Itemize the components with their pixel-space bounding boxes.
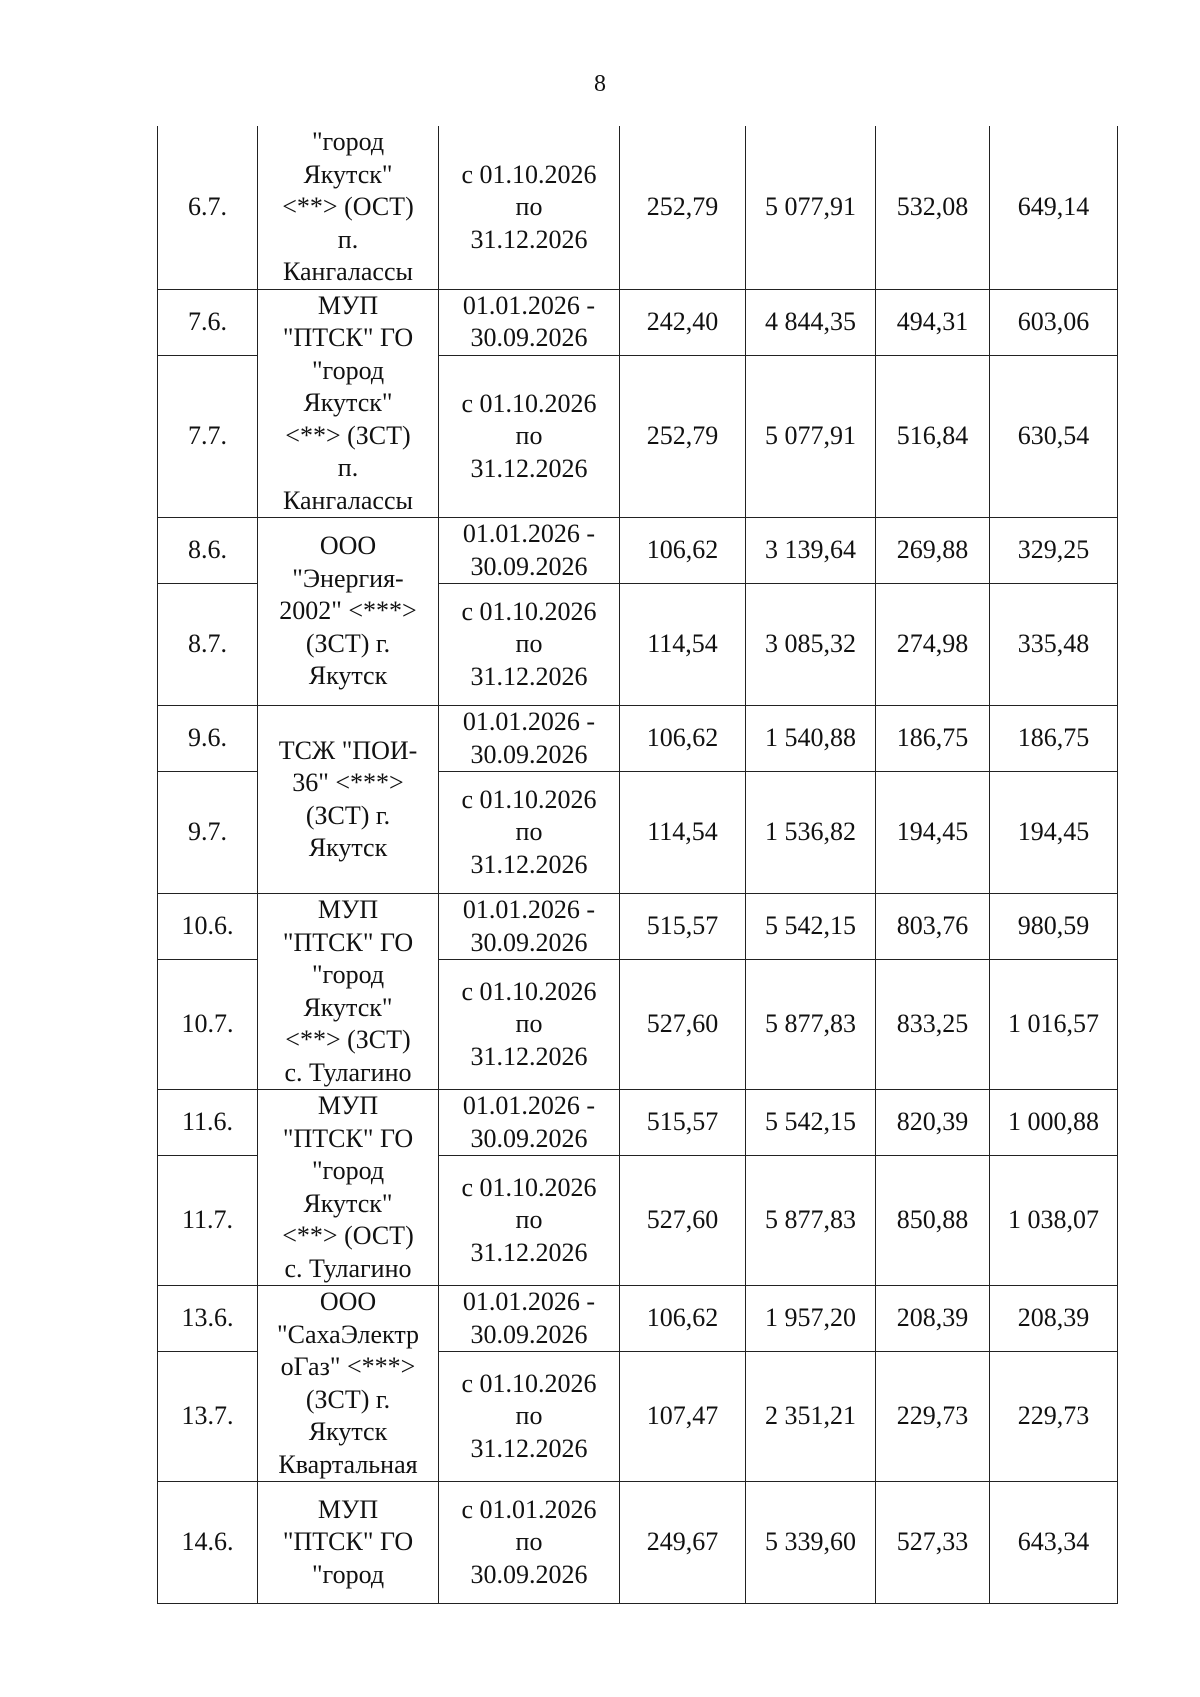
table-row [158, 126, 1118, 289]
period-cell: 01.01.2026 - 30.09.2026 [439, 289, 620, 355]
value-cell: 1 000,88 [990, 1090, 1118, 1156]
value-cell: 106,62 [620, 518, 746, 584]
value-cell: 1 536,82 [746, 772, 876, 894]
value-cell: 5 877,83 [746, 960, 876, 1090]
value-cell: 5 542,15 [746, 1090, 876, 1156]
row-number: 10.6. [158, 894, 258, 960]
value-cell: 208,39 [990, 1286, 1118, 1352]
value-cell: 820,39 [876, 1090, 990, 1156]
organization-cell: "город Якутск" <**> (ОСТ) п. Кангалассы [258, 126, 439, 289]
value-cell: 194,45 [876, 772, 990, 894]
value-cell: 527,60 [620, 960, 746, 1090]
value-cell: 532,08 [876, 126, 990, 289]
value-cell: 2 351,21 [746, 1352, 876, 1482]
period-cell: 01.01.2026 - 30.09.2026 [439, 1090, 620, 1156]
value-cell: 5 877,83 [746, 1156, 876, 1286]
row-number: 7.6. [158, 289, 258, 355]
value-cell: 5 339,60 [746, 1482, 876, 1604]
table-row [158, 1286, 1118, 1352]
row-number: 7.7. [158, 355, 258, 517]
value-cell: 630,54 [990, 355, 1118, 517]
period-cell: с 01.01.2026 по 30.09.2026 [439, 1482, 620, 1604]
period-cell: с 01.10.2026 по 31.12.2026 [439, 1156, 620, 1286]
value-cell: 5 077,91 [746, 355, 876, 517]
row-number: 14.6. [158, 1482, 258, 1604]
period-cell: 01.01.2026 - 30.09.2026 [439, 518, 620, 584]
value-cell: 114,54 [620, 772, 746, 894]
page-number: 8 [594, 71, 606, 97]
value-cell: 106,62 [620, 1286, 746, 1352]
organization-cell: МУП "ПТСК" ГО "город Якутск" <**> (ЗСТ) с. Тулагино [258, 894, 439, 1090]
row-number: 8.7. [158, 584, 258, 706]
value-cell: 269,88 [876, 518, 990, 584]
value-cell: 5 542,15 [746, 894, 876, 960]
value-cell: 4 844,35 [746, 289, 876, 355]
value-cell: 515,57 [620, 894, 746, 960]
value-cell: 649,14 [990, 126, 1118, 289]
table-row [158, 1090, 1118, 1156]
period-cell: 01.01.2026 - 30.09.2026 [439, 706, 620, 772]
row-number: 9.7. [158, 772, 258, 894]
value-cell: 229,73 [876, 1352, 990, 1482]
value-cell: 3 085,32 [746, 584, 876, 706]
value-cell: 106,62 [620, 706, 746, 772]
period-cell: с 01.10.2026 по 31.12.2026 [439, 960, 620, 1090]
value-cell: 527,33 [876, 1482, 990, 1604]
value-cell: 242,40 [620, 289, 746, 355]
value-cell: 5 077,91 [746, 126, 876, 289]
value-cell: 1 540,88 [746, 706, 876, 772]
value-cell: 980,59 [990, 894, 1118, 960]
value-cell: 833,25 [876, 960, 990, 1090]
value-cell: 1 957,20 [746, 1286, 876, 1352]
value-cell: 107,47 [620, 1352, 746, 1482]
value-cell: 274,98 [876, 584, 990, 706]
value-cell: 850,88 [876, 1156, 990, 1286]
value-cell: 252,79 [620, 126, 746, 289]
period-cell: 01.01.2026 - 30.09.2026 [439, 894, 620, 960]
value-cell: 516,84 [876, 355, 990, 517]
organization-cell: МУП "ПТСК" ГО "город [258, 1482, 439, 1604]
value-cell: 603,06 [990, 289, 1118, 355]
organization-cell: ООО "СахаЭлектр оГаз" <***> (ЗСТ) г. Якутск Квартальная [258, 1286, 439, 1482]
value-cell: 494,31 [876, 289, 990, 355]
table-row [158, 706, 1118, 772]
period-cell: с 01.10.2026 по 31.12.2026 [439, 355, 620, 517]
value-cell: 186,75 [876, 706, 990, 772]
value-cell: 249,67 [620, 1482, 746, 1604]
value-cell: 3 139,64 [746, 518, 876, 584]
value-cell: 186,75 [990, 706, 1118, 772]
period-cell: с 01.10.2026 по 31.12.2026 [439, 126, 620, 289]
value-cell: 803,76 [876, 894, 990, 960]
value-cell: 643,34 [990, 1482, 1118, 1604]
table-row [158, 1482, 1118, 1604]
value-cell: 329,25 [990, 518, 1118, 584]
value-cell: 515,57 [620, 1090, 746, 1156]
organization-cell: МУП "ПТСК" ГО "город Якутск" <**> (ЗСТ) п. Кангалассы [258, 289, 439, 518]
row-number: 9.6. [158, 706, 258, 772]
row-number: 10.7. [158, 960, 258, 1090]
period-cell: с 01.10.2026 по 31.12.2026 [439, 1352, 620, 1482]
tariff-table [157, 126, 1118, 1604]
organization-cell: МУП "ПТСК" ГО "город Якутск" <**> (ОСТ) с. Тулагино [258, 1090, 439, 1286]
period-cell: с 01.10.2026 по 31.12.2026 [439, 772, 620, 894]
row-number: 8.6. [158, 518, 258, 584]
row-number: 6.7. [158, 126, 258, 289]
value-cell: 194,45 [990, 772, 1118, 894]
value-cell: 252,79 [620, 355, 746, 517]
value-cell: 229,73 [990, 1352, 1118, 1482]
row-number: 13.7. [158, 1352, 258, 1482]
value-cell: 208,39 [876, 1286, 990, 1352]
table-row [158, 518, 1118, 584]
value-cell: 1 016,57 [990, 960, 1118, 1090]
organization-cell: ТСЖ "ПОИ- 36" <***> (ЗСТ) г. Якутск [258, 706, 439, 894]
value-cell: 114,54 [620, 584, 746, 706]
value-cell: 527,60 [620, 1156, 746, 1286]
value-cell: 335,48 [990, 584, 1118, 706]
row-number: 11.6. [158, 1090, 258, 1156]
period-cell: 01.01.2026 - 30.09.2026 [439, 1286, 620, 1352]
organization-cell: ООО "Энергия- 2002" <***> (ЗСТ) г. Якутск [258, 518, 439, 706]
table-row [158, 289, 1118, 355]
period-cell: с 01.10.2026 по 31.12.2026 [439, 584, 620, 706]
row-number: 13.6. [158, 1286, 258, 1352]
table-row [158, 894, 1118, 960]
row-number: 11.7. [158, 1156, 258, 1286]
value-cell: 1 038,07 [990, 1156, 1118, 1286]
